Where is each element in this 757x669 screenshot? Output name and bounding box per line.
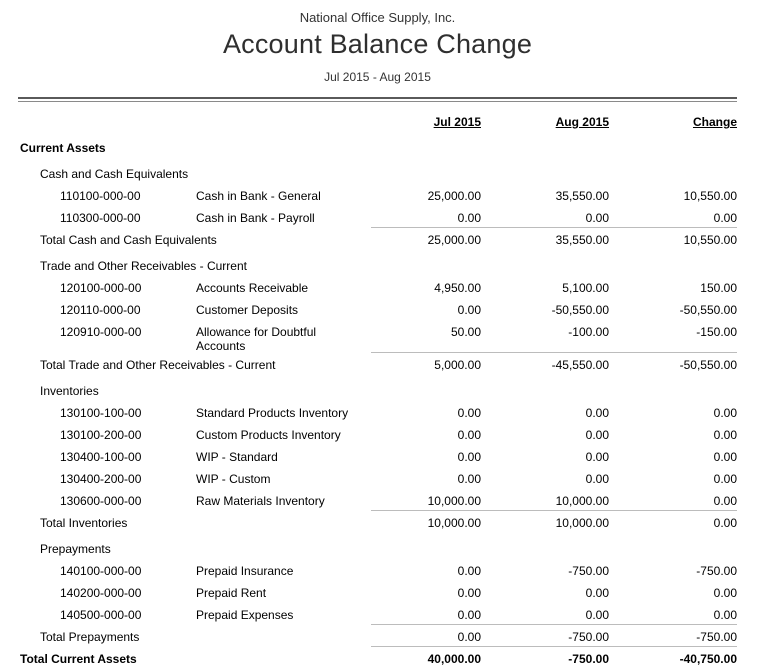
account-name: Cash in Bank - General (196, 189, 321, 203)
table-header-row (18, 106, 737, 132)
total-label: Total Prepayments (40, 630, 140, 644)
amount-cell: 0.00 (713, 586, 737, 600)
amount-cell: 10,000.00 (427, 516, 481, 530)
balance-change-table (18, 106, 737, 669)
amount-cell: 0.00 (457, 406, 481, 420)
account-number: 130600-000-00 (60, 494, 142, 508)
account-name: Customer Deposits (196, 303, 299, 317)
column-header-jul-2015[interactable]: Jul 2015 (433, 115, 481, 129)
amount-cell: 10,000.00 (371, 489, 481, 511)
amount-cell: -150.00 (609, 320, 737, 353)
subtotal-row (18, 511, 737, 533)
amount-cell: 0.00 (585, 586, 609, 600)
amount-cell: 0.00 (457, 586, 481, 600)
amount-cell: -50,550.00 (679, 303, 737, 317)
amount-cell: 0.00 (371, 206, 481, 228)
account-name: Cash in Bank - Payroll (196, 211, 315, 225)
account-number: 140200-000-00 (60, 586, 142, 600)
amount-cell: 0.00 (713, 428, 737, 442)
amount-cell: 0.00 (457, 472, 481, 486)
amount-cell: 0.00 (713, 472, 737, 486)
account-number: 120100-000-00 (60, 281, 142, 295)
amount-cell: 0.00 (713, 450, 737, 464)
amount-cell: 0.00 (457, 303, 481, 317)
account-name: Custom Products Inventory (196, 428, 341, 442)
amount-cell: -750.00 (568, 652, 609, 666)
account-name: Raw Materials Inventory (196, 494, 325, 508)
account-number: 130400-200-00 (60, 472, 142, 486)
account-number: 110100-000-00 (60, 189, 141, 203)
subsection-header-row (18, 537, 737, 559)
amount-cell: 0.00 (713, 516, 737, 530)
report-header (18, 6, 737, 84)
subtotal-row (18, 353, 737, 375)
account-row (18, 603, 737, 625)
account-row (18, 184, 737, 206)
subtotal-row (18, 228, 737, 250)
account-row (18, 320, 737, 353)
amount-cell: -50,550.00 (551, 303, 609, 317)
account-name: Prepaid Expenses (196, 608, 294, 622)
report-period: Jul 2015 - Aug 2015 (324, 70, 431, 84)
account-name: Prepaid Rent (196, 586, 267, 600)
account-number: 130100-200-00 (60, 428, 142, 442)
amount-cell: 10,000.00 (555, 516, 609, 530)
amount-cell: -45,550.00 (551, 358, 609, 372)
amount-cell: 0.00 (585, 428, 609, 442)
amount-cell: 0.00 (609, 603, 737, 625)
column-header-aug-2015[interactable]: Aug 2015 (555, 115, 609, 129)
account-name: WIP - Custom (196, 472, 271, 486)
amount-cell: -750.00 (568, 564, 609, 578)
account-row (18, 206, 737, 228)
amount-cell: 40,000.00 (427, 652, 481, 666)
subsection-header-row (18, 254, 737, 276)
account-number: 130400-100-00 (60, 450, 142, 464)
amount-cell: 4,950.00 (434, 281, 481, 295)
total-label: Total Inventories (40, 516, 128, 530)
account-name: Allowance for Doubtful Accounts (196, 325, 317, 353)
subtotal-row (18, 625, 737, 647)
subsection-header-row (18, 162, 737, 184)
amount-cell: -50,550.00 (679, 358, 737, 372)
amount-cell: -750.00 (609, 625, 737, 647)
account-row (18, 276, 737, 298)
account-name: Standard Products Inventory (196, 406, 349, 420)
column-header-spacer (196, 127, 371, 132)
amount-cell: 0.00 (609, 489, 737, 511)
amount-cell: 150.00 (700, 281, 737, 295)
amount-cell: 0.00 (457, 564, 481, 578)
section-header-row (18, 136, 737, 158)
section-label: Inventories (40, 384, 99, 398)
section-label: Trade and Other Receivables - Current (40, 259, 247, 273)
account-row (18, 423, 737, 445)
account-row (18, 445, 737, 467)
amount-cell: 25,000.00 (427, 233, 481, 247)
grand-total-row (18, 647, 737, 669)
amount-cell: 0.00 (457, 428, 481, 442)
account-row (18, 401, 737, 423)
amount-cell: 5,100.00 (562, 281, 609, 295)
amount-cell: -750.00 (481, 625, 609, 647)
amount-cell: 10,550.00 (683, 233, 737, 247)
header-divider (18, 97, 737, 102)
account-number: 110300-000-00 (60, 211, 141, 225)
amount-cell: -100.00 (481, 320, 609, 353)
amount-cell: 0.00 (371, 625, 481, 647)
account-row (18, 489, 737, 511)
amount-cell: 35,550.00 (555, 189, 609, 203)
amount-cell: 0.00 (457, 450, 481, 464)
amount-cell: 25,000.00 (427, 189, 481, 203)
account-name: WIP - Standard (196, 450, 278, 464)
total-label: Total Cash and Cash Equivalents (40, 233, 217, 247)
subsection-header-row (18, 379, 737, 401)
amount-cell: 5,000.00 (434, 358, 481, 372)
report-title: Account Balance Change (222, 29, 533, 59)
amount-cell: 0.00 (481, 603, 609, 625)
section-label: Prepayments (40, 542, 111, 556)
amount-cell: 0.00 (585, 450, 609, 464)
account-name: Prepaid Insurance (196, 564, 294, 578)
account-row (18, 581, 737, 603)
table-body (18, 136, 737, 669)
amount-cell: 50.00 (371, 320, 481, 353)
account-name: Accounts Receivable (196, 281, 309, 295)
column-header-spacer (18, 127, 196, 132)
amount-cell: 35,550.00 (555, 233, 609, 247)
column-header-change[interactable]: Change (692, 115, 737, 129)
section-label: Cash and Cash Equivalents (40, 167, 189, 181)
amount-cell: 0.00 (609, 206, 737, 228)
amount-cell: 10,550.00 (683, 189, 737, 203)
amount-cell: 0.00 (585, 406, 609, 420)
account-row (18, 298, 737, 320)
company-name: National Office Supply, Inc. (299, 10, 456, 25)
account-row (18, 559, 737, 581)
total-label: Total Trade and Other Receivables - Current (40, 358, 276, 372)
amount-cell: 10,000.00 (481, 489, 609, 511)
account-number: 140100-000-00 (60, 564, 142, 578)
amount-cell: -40,750.00 (679, 652, 737, 666)
amount-cell: 0.00 (585, 472, 609, 486)
account-number: 120110-000-00 (60, 303, 141, 317)
account-row (18, 467, 737, 489)
account-number: 140500-000-00 (60, 608, 142, 622)
total-label: Total Current Assets (20, 652, 137, 666)
amount-cell: -750.00 (696, 564, 737, 578)
account-number: 130100-100-00 (60, 406, 142, 420)
amount-cell: 0.00 (713, 406, 737, 420)
amount-cell: 0.00 (481, 206, 609, 228)
account-number: 120910-000-00 (60, 325, 142, 339)
section-label: Current Assets (20, 141, 106, 155)
amount-cell: 0.00 (371, 603, 481, 625)
